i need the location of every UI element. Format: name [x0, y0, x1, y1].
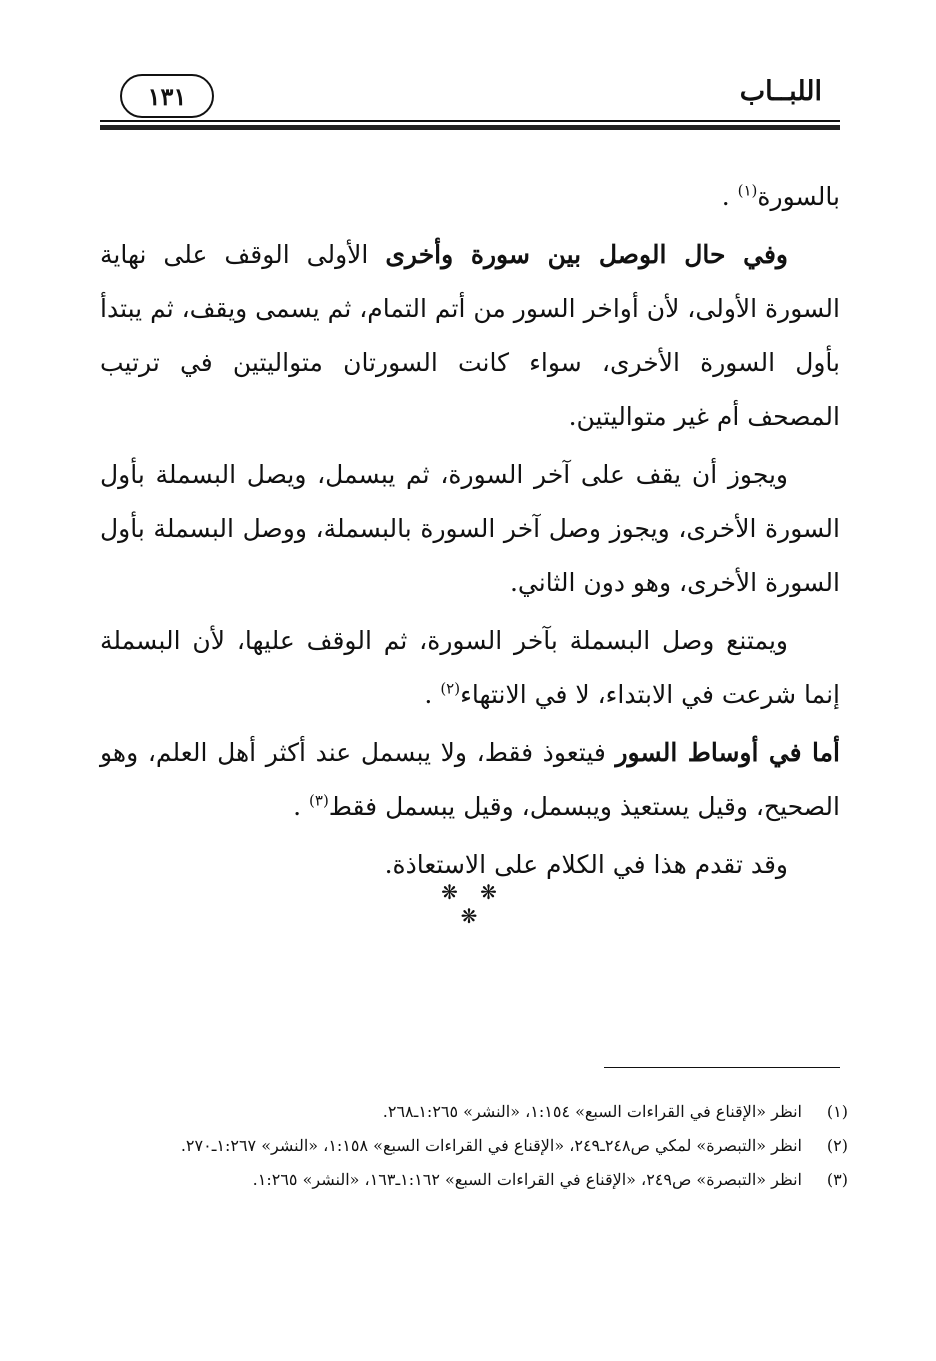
- footnote-ref-1: (١): [737, 181, 758, 200]
- footnote-ref-2: (٢): [440, 679, 461, 698]
- paragraph-text: فيتعوذ فقط، ولا يبسمل عند أكثر أهل العلم، وهو الصحيح، وقيل يستعيذ ويبسمل، وقيل يبسمل فقط: [100, 738, 840, 821]
- paragraph-middle-of-surah: [100, 726, 840, 834]
- paragraph-text: بالسورة: [757, 182, 840, 211]
- footnote-text: انظر «التبصرة» لمكي ص٢٤٨ـ٢٤٩، «الإقناع في القراءات السبع» ١:١٥٨، «النشر» ١:٢٦٧ـ٢٧٠.: [180, 1136, 802, 1155]
- paragraph-text: وقد تقدم هذا في الكلام على الاستعاذة.: [384, 850, 788, 879]
- footnote-item: [100, 1097, 848, 1126]
- footnote-rule: [604, 1067, 840, 1068]
- footnote-item: [100, 1131, 848, 1160]
- paragraph-prohibited: [100, 614, 840, 722]
- page-number-text: ١٣١: [147, 81, 187, 111]
- running-title: اللبــاب: [739, 76, 822, 107]
- footnote-number: (٣): [826, 1170, 848, 1189]
- footnote-number: (١): [826, 1102, 848, 1121]
- footnote-text: انظر «الإقناع في القراءات السبع» ١:١٥٤، «النشر» ١:٢٦٥ـ٢٦٨.: [382, 1102, 802, 1121]
- paragraph-continuation: [100, 170, 840, 224]
- bold-phrase: وفي حال الوصل بين سورة وأخرى: [385, 240, 788, 269]
- footnote-item: [100, 1165, 848, 1194]
- footnote-number: (٢): [826, 1136, 848, 1155]
- section-separator: ❋ ❋ ❋: [441, 880, 505, 928]
- header-rule: [100, 120, 840, 130]
- paragraph-end: .: [424, 680, 441, 709]
- paragraph-text: ويمتنع وصل البسملة بآخر السورة، ثم الوقف عليها، لأن البسملة إنما شرعت في الابتداء، لا في الانتهاء: [100, 626, 840, 709]
- paragraph-permitted-options: [100, 448, 840, 610]
- paragraph-text: ويجوز أن يقف على آخر السورة، ثم يبسمل، ويصل البسملة بأول السورة الأخرى، ويجوز وصل آخر السورة بالبسملة، ووصل البسملة بأول السورة الأخرى، وهو دون الثاني.: [100, 460, 840, 597]
- footnote-ref-3: (٣): [309, 791, 329, 810]
- bold-phrase: أما في أوساط السور: [615, 738, 840, 767]
- footnote-text: انظر «التبصرة» ص٢٤٩، «الإقناع في القراءات السبع» ١:١٦٢ـ١٦٣، «النشر» ١:٢٦٥.: [252, 1170, 802, 1189]
- main-text: [100, 170, 840, 892]
- paragraph-end: .: [293, 792, 310, 821]
- footnotes: [100, 1097, 848, 1199]
- paragraph-end: .: [721, 182, 738, 211]
- paragraph-surah-junction: [100, 228, 840, 444]
- page-header: [100, 62, 840, 120]
- paragraph-text: الأولى الوقف على نهاية السورة الأولى، لأن أواخر السور من أتم التمام، ثم يسمى ويقف، ثم يبتدأ بأول السورة الأخرى، سواء كانت السورتان متواليتين في ترتيب المصحف أم غير متواليتين.: [100, 240, 840, 431]
- page-number: [120, 74, 214, 118]
